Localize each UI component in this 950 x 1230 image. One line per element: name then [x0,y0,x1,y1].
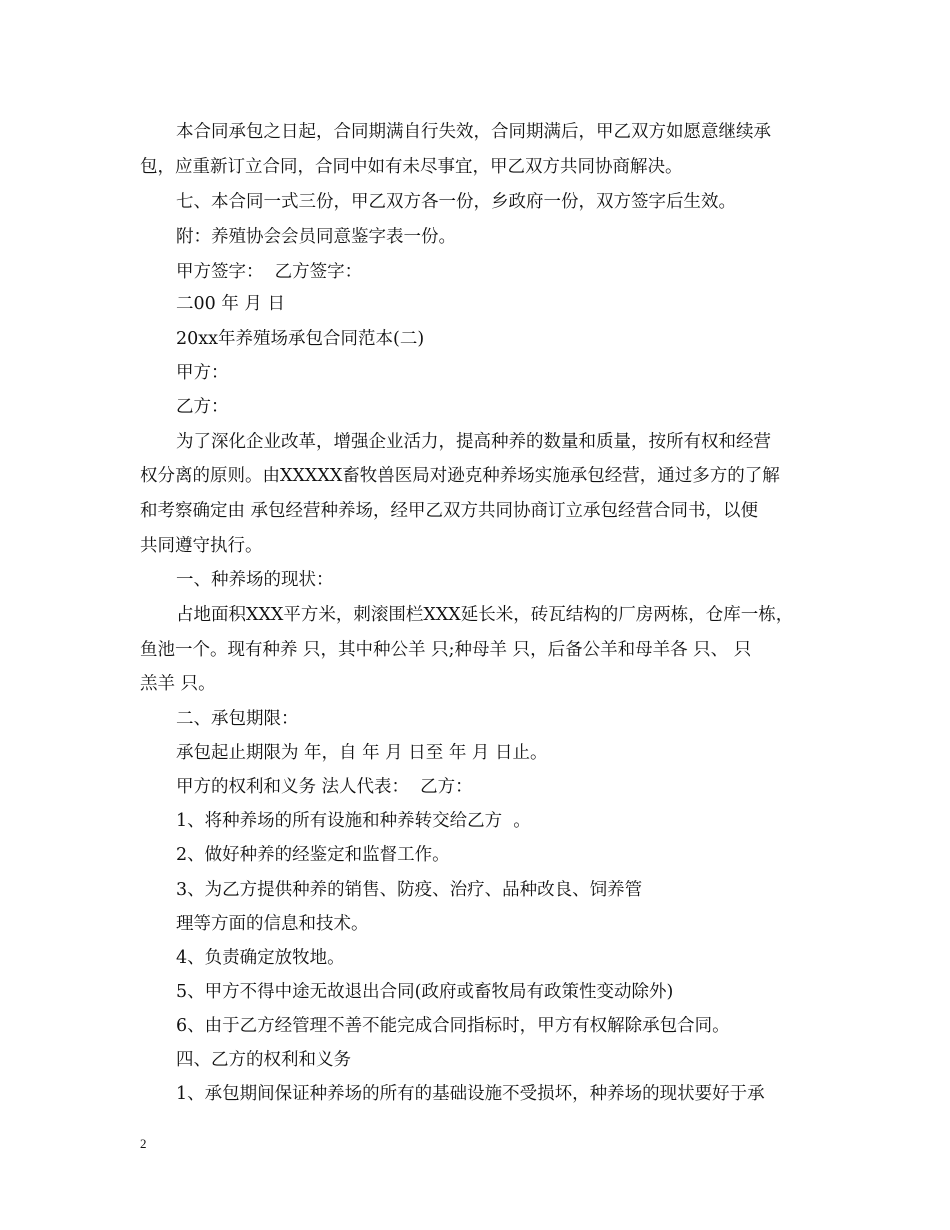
text-line: 鱼池一个。现有种养 只，其中种公羊 只;种母羊 只，后备公羊和母羊各 只、 只 [140,640,752,660]
text-line: 占地面积XXX平方米，刺滚围栏XXX延长米，砖瓦结构的厂房两栋，仓库一栋， [176,605,794,625]
text-line: 理等方面的信息和技术。 [176,914,369,934]
text-line: 1、承包期间保证种养场的所有的基础设施不受损坏，种养场的现状要好于承 [176,1084,765,1104]
text-line: 权分离的原则。由XXXXX畜牧兽医局对逊克种养场实施承包经营，通过多方的了解 [140,466,780,486]
text-line: 羔羊 只。 [140,674,216,694]
text-line: 20xx年养殖场承包合同范本(二) [176,329,425,349]
text-line: 本合同承包之日起，合同期满自行失效，合同期满后，甲乙双方如愿意继续承 [176,122,771,142]
text-line: 4、负责确定放牧地。 [176,948,345,968]
text-line: 包，应重新订立合同，合同中如有未尽事宜，甲乙双方共同协商解决。 [140,157,683,177]
text-line: 一、种养场的现状： [176,570,334,590]
text-line: 二、承包期限： [176,709,299,729]
text-line: 2、做好种养的经鉴定和监督工作。 [176,845,450,865]
text-line: 和考察确定由 承包经营种养场，经甲乙双方共同协商订立承包经营合同书，以便 [140,501,759,521]
text-line: 甲方签字： 乙方签字： [176,262,363,282]
text-line: 共同遵守执行。 [140,536,263,556]
text-line: 为了深化企业改革，增强企业活力，提高种养的数量和质量，按所有权和经营 [176,432,771,452]
text-line: 6、由于乙方经管理不善不能完成合同指标时，甲方有权解除承包合同。 [176,1016,730,1036]
page-number: 2 [140,1136,147,1151]
text-line: 七、本合同一式三份，甲乙双方各一份，乡政府一份，双方签字后生效。 [176,192,736,212]
text-line: 乙方： [176,397,229,417]
text-line: 甲方的权利和义务 法人代表： 乙方： [176,777,473,797]
text-line: 1、将种养场的所有设施和种养转交给乙方 。 [176,811,531,831]
text-line: 四、乙方的权利和义务 [176,1050,351,1070]
text-line: 5、甲方不得中途无故退出合同(政府或畜牧局有政策性变动除外) [176,982,674,1002]
text-line: 甲方： [176,363,229,383]
text-line: 二00 年 月 日 [176,294,285,314]
text-line: 附：养殖协会会员同意鉴字表一份。 [176,227,456,247]
text-line: 承包起止期限为 年，自 年 月 日至 年 月 日止。 [176,743,548,763]
text-line: 3、为乙方提供种养的销售、防疫、治疗、品种改良、饲养管 [176,880,643,900]
